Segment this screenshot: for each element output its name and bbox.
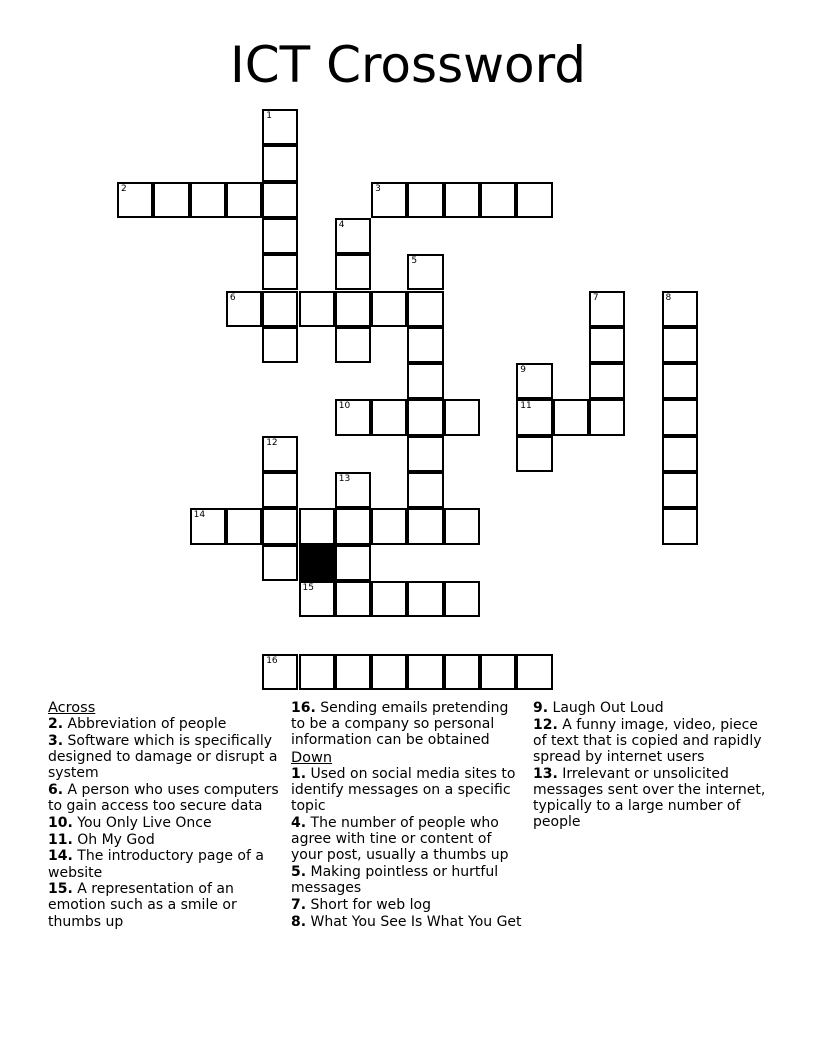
grid-cell[interactable] xyxy=(190,182,226,218)
grid-cell[interactable] xyxy=(226,508,262,544)
clue-number: 11 xyxy=(520,401,532,412)
clue-text: Irrelevant or unsolicited messages sent over the internet, typically to a large number of people xyxy=(533,765,766,831)
grid-cell[interactable] xyxy=(335,581,371,617)
grid-cell[interactable] xyxy=(480,654,516,690)
grid-cell[interactable] xyxy=(662,508,698,544)
clue-text: A funny image, video, piece of text that is copied and rapidly spread by internet users xyxy=(533,716,762,766)
clue-number: 5. xyxy=(291,864,307,881)
clue-number: 8. xyxy=(291,913,307,930)
clue-11 xyxy=(48,832,284,848)
grid-cell[interactable] xyxy=(516,654,552,690)
grid-cell[interactable] xyxy=(299,508,335,544)
clue-number: 3. xyxy=(48,732,64,749)
cell-16[interactable] xyxy=(262,654,298,690)
clue-3 xyxy=(48,733,284,782)
clue-1 xyxy=(291,766,523,815)
grid-cell[interactable] xyxy=(262,327,298,363)
cell-14[interactable] xyxy=(190,508,226,544)
grid-cell[interactable] xyxy=(262,218,298,254)
clue-number: 5 xyxy=(411,256,418,267)
clue-7 xyxy=(291,897,523,913)
clue-9 xyxy=(533,700,773,716)
grid-cell[interactable] xyxy=(335,545,371,581)
clue-number: 14 xyxy=(193,510,206,521)
grid-cell[interactable] xyxy=(262,545,298,581)
down-clue-list xyxy=(291,766,523,930)
clue-8 xyxy=(291,914,523,930)
page-title: ICT Crossword xyxy=(229,36,587,94)
grid-cell[interactable] xyxy=(262,472,298,508)
grid-cell[interactable] xyxy=(371,508,407,544)
clue-number: 1. xyxy=(291,765,307,782)
grid-cell[interactable] xyxy=(262,182,298,218)
grid-cell[interactable] xyxy=(407,436,443,472)
cell-5[interactable] xyxy=(407,254,443,290)
cell-10[interactable] xyxy=(335,399,371,435)
clue-number: 11. xyxy=(48,831,73,848)
clue-2 xyxy=(48,716,284,732)
clue-14 xyxy=(48,848,284,880)
clues-column-2 xyxy=(291,700,523,930)
cell-15[interactable] xyxy=(299,581,335,617)
clue-13 xyxy=(533,766,773,831)
grid-cell[interactable] xyxy=(516,436,552,472)
clue-text: What You See Is What You Get xyxy=(306,913,522,930)
clue-number: 4. xyxy=(291,814,307,831)
clue-number: 12 xyxy=(266,437,278,448)
grid-cell[interactable] xyxy=(407,654,443,690)
cell-8[interactable] xyxy=(662,291,698,327)
clue-6 xyxy=(48,782,284,814)
across-heading: Across xyxy=(48,700,96,716)
clue-text: Oh My God xyxy=(72,831,155,848)
grid-cell[interactable] xyxy=(335,508,371,544)
cell-1[interactable] xyxy=(262,109,298,145)
cell-13[interactable] xyxy=(335,472,371,508)
cell-7[interactable] xyxy=(589,291,625,327)
grid-cell[interactable] xyxy=(407,363,443,399)
grid-cell[interactable] xyxy=(662,436,698,472)
clue-number: 14. xyxy=(48,848,73,865)
cell-12[interactable] xyxy=(262,436,298,472)
grid-cell[interactable] xyxy=(335,327,371,363)
clue-text: The number of people who agree with tine or content of your post, usually a thumbs up xyxy=(291,814,509,864)
grid-cell[interactable] xyxy=(371,654,407,690)
clue-number: 6 xyxy=(229,292,236,303)
clue-number: 13 xyxy=(338,474,351,484)
clue-4 xyxy=(291,815,523,864)
across-clue-list xyxy=(48,716,284,930)
grid-cell[interactable] xyxy=(371,399,407,435)
cell-6[interactable] xyxy=(226,291,262,327)
clue-15 xyxy=(48,881,284,930)
grid-cell[interactable] xyxy=(407,399,443,435)
grid-cell[interactable] xyxy=(407,182,443,218)
clue-number: 13. xyxy=(533,765,558,782)
down-clue-list-continued xyxy=(533,700,773,831)
grid-cell[interactable] xyxy=(662,363,698,399)
clue-number: 15. xyxy=(48,881,73,898)
clue-number: 6. xyxy=(48,782,64,799)
cell-4[interactable] xyxy=(335,218,371,254)
clue-number: 7 xyxy=(592,292,599,303)
clue-text: Making pointless or hurtful messages xyxy=(291,864,499,897)
clue-number: 1 xyxy=(266,111,272,121)
clue-text: Laugh Out Loud xyxy=(548,700,664,716)
grid-cell[interactable] xyxy=(262,508,298,544)
grid-cell[interactable] xyxy=(516,182,552,218)
clue-number: 12. xyxy=(533,716,558,733)
grid-cell[interactable] xyxy=(444,399,480,435)
grid-cell[interactable] xyxy=(407,472,443,508)
clue-text: Short for web log xyxy=(306,896,431,913)
clue-number: 10 xyxy=(338,401,351,412)
clue-number: 3 xyxy=(375,183,381,194)
grid-cell[interactable] xyxy=(153,182,189,218)
grid-cell[interactable] xyxy=(407,291,443,327)
grid-cell[interactable] xyxy=(589,327,625,363)
grid-cell[interactable] xyxy=(444,182,480,218)
clue-number: 7. xyxy=(291,896,307,913)
grid-cell[interactable] xyxy=(299,291,335,327)
grid-cell[interactable] xyxy=(226,182,262,218)
cell-9[interactable] xyxy=(516,363,552,399)
grid-cell[interactable] xyxy=(407,581,443,617)
grid-cell[interactable] xyxy=(662,327,698,363)
clue-5 xyxy=(291,864,523,896)
cell-3[interactable] xyxy=(371,182,407,218)
grid-cell[interactable] xyxy=(335,654,371,690)
clue-number: 2. xyxy=(48,716,64,733)
grid-cell[interactable] xyxy=(662,399,698,435)
clue-number: 9 xyxy=(520,365,527,376)
clue-number: 16 xyxy=(266,655,278,666)
grid-cell[interactable] xyxy=(589,399,625,435)
grid-cell[interactable] xyxy=(444,508,480,544)
grid-cell[interactable] xyxy=(407,327,443,363)
grid-cell[interactable] xyxy=(553,399,589,435)
grid-cell[interactable] xyxy=(335,291,371,327)
clue-number: 2 xyxy=(121,183,127,194)
clues-column-3 xyxy=(533,700,773,831)
grid-cell[interactable] xyxy=(371,291,407,327)
clue-number: 4 xyxy=(338,219,345,230)
clue-text: The introductory page of a website xyxy=(48,848,264,881)
grid-cell[interactable] xyxy=(589,363,625,399)
clue-text: Sending emails pretending to be a company so personal information can be obtained xyxy=(291,700,509,749)
clue-text: Used on social media sites to identify messages on a specific topic xyxy=(291,765,516,815)
grid-cell[interactable] xyxy=(262,145,298,181)
clue-text: Software which is specifically designed to damage or disrupt a system xyxy=(48,732,278,782)
clue-text: Abbreviation of people xyxy=(63,716,227,733)
clue-text: You Only Live Once xyxy=(72,814,212,831)
grid-cell[interactable] xyxy=(444,654,480,690)
grid-cell[interactable] xyxy=(407,508,443,544)
cell-2[interactable] xyxy=(117,182,153,218)
clue-text: A representation of an emotion such as a smile or thumbs up xyxy=(48,881,237,930)
clue-12 xyxy=(533,717,773,766)
grid-cell[interactable] xyxy=(262,254,298,290)
clue-10 xyxy=(48,815,284,831)
clue-text: A person who uses computers to gain access too secure data xyxy=(48,782,279,815)
clue-number: 15 xyxy=(302,582,314,593)
grid-cell[interactable] xyxy=(335,254,371,290)
clue-16 xyxy=(291,700,523,749)
clue-number: 16. xyxy=(291,700,316,716)
black-cell xyxy=(299,545,335,581)
grid-cell[interactable] xyxy=(444,581,480,617)
clue-number: 8 xyxy=(665,292,672,303)
across-clue-list-continued xyxy=(291,700,523,749)
clues-column-1 xyxy=(48,700,284,930)
down-heading: Down xyxy=(291,749,333,766)
clue-number: 10. xyxy=(48,814,73,831)
grid-cell[interactable] xyxy=(262,291,298,327)
clue-number: 9. xyxy=(533,700,549,716)
grid-cell[interactable] xyxy=(371,581,407,617)
grid-cell[interactable] xyxy=(662,472,698,508)
cell-11[interactable] xyxy=(516,399,552,435)
grid-cell[interactable] xyxy=(299,654,335,690)
grid-cell[interactable] xyxy=(480,182,516,218)
